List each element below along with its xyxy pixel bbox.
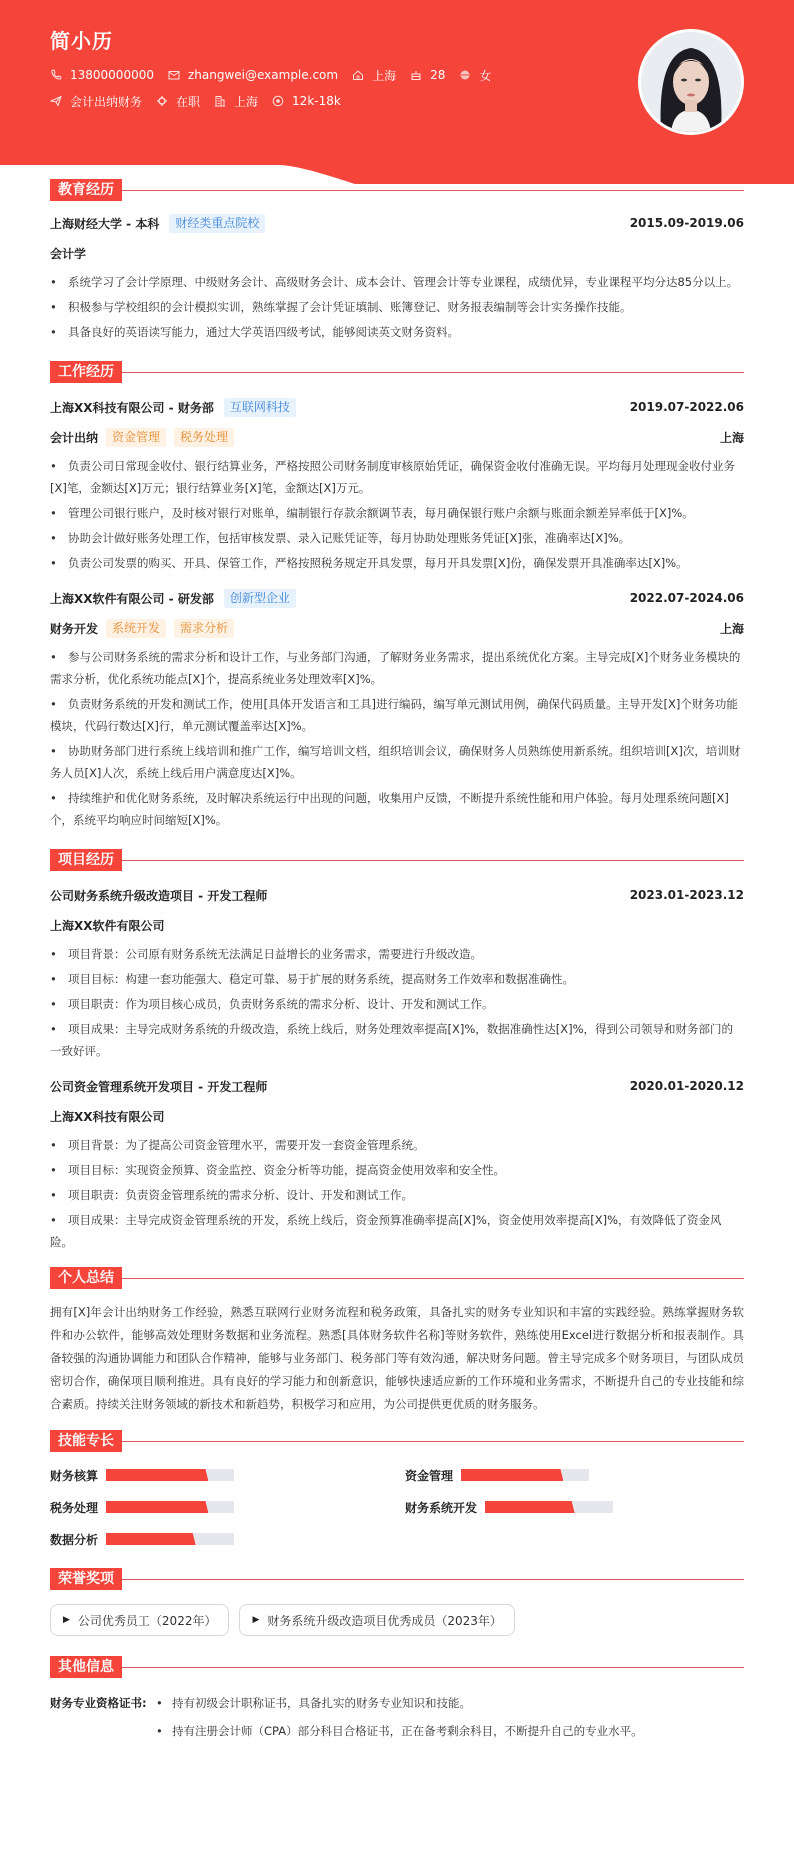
work-bullets <box>50 455 744 574</box>
avatar <box>638 29 744 135</box>
skills-grid <box>50 1466 744 1548</box>
profile-photo <box>641 32 741 132</box>
list-item: • 项目目标：构建一套功能强大、稳定可靠、易于扩展的财务系统，提高财务工作效率和数据准确性。 <box>50 972 574 986</box>
role-tag: 系统开发 <box>106 619 166 638</box>
phone-icon <box>50 69 62 81</box>
mail-icon <box>168 69 180 81</box>
skill-item: 财务核算 <box>50 1466 405 1484</box>
resume-header <box>0 0 794 184</box>
list-item: • 项目职责：作为项目核心成员，负责财务系统的需求分析、设计、开发和测试工作。 <box>50 997 494 1011</box>
list-item: • 积极参与学校组织的会计模拟实训，熟练掌握了会计凭证填制、账簿登记、财务报表编制等会计实务操作技能。 <box>50 300 632 314</box>
skill-bar-fill <box>485 1501 575 1513</box>
contact-gender: 女 <box>459 67 491 84</box>
work-location: 上海 <box>719 430 744 445</box>
section-divider <box>122 1441 744 1442</box>
section-divider <box>122 1667 744 1668</box>
role-title: 会计出纳 <box>50 430 99 445</box>
list-item: • 项目成果：主导完成资金管理系统的开发，系统上线后，资金预算准确率提高[X]%，资金使用效率提高[X]%，有效降低了资金风险。 <box>50 1213 722 1249</box>
building-icon <box>214 95 226 107</box>
status-icon <box>156 95 168 107</box>
skill-bar-fill <box>461 1469 563 1481</box>
list-item: • 具备良好的英语读写能力，通过大学英语四级考试，能够阅读英文财务资料。 <box>50 325 459 339</box>
section-projects <box>50 849 744 1253</box>
skill-bar <box>485 1501 613 1513</box>
skill-bar-fill <box>106 1501 208 1513</box>
role-tag: 资金管理 <box>106 428 166 447</box>
project-header <box>50 885 744 905</box>
section-title: 项目经历 <box>50 849 744 871</box>
section-title: 个人总结 <box>50 1267 744 1289</box>
contact-age: 28 <box>410 68 445 82</box>
project-bullets <box>50 943 744 1062</box>
role-row <box>50 427 744 447</box>
skill-bar <box>106 1533 234 1545</box>
skill-bar-fill <box>106 1533 196 1545</box>
section-divider <box>122 1579 744 1580</box>
section-work <box>50 361 744 831</box>
project-bullets <box>50 1134 744 1253</box>
work-bullets <box>50 646 744 831</box>
candidate-name: 简小历 <box>50 29 113 53</box>
list-item: • 持续维护和优化财务系统，及时解决系统运行中出现的问题，收集用户反馈，不断提升系统性能和用户体验。每月处理系统问题[X]个，系统平均响应时间缩短[X]%。 <box>50 791 729 827</box>
education-date: 2015.09-2019.06 <box>629 216 744 230</box>
list-item: • 协助财务部门进行系统上线培训和推广工作，编写培训文档，组织培训会议，确保财务人员熟练使用新系统。组织培训[X]次，培训财务人员[X]人次，系统上线后用户满意度达[X]%。 <box>50 744 741 780</box>
skill-bar <box>106 1501 234 1513</box>
work-entry-header <box>50 588 744 608</box>
section-title: 教育经历 <box>50 179 744 201</box>
certificates-list <box>150 1692 643 1748</box>
certificates-label: 财务专业资格证书: <box>50 1696 147 1710</box>
company-name: 上海XX软件有限公司 - 研发部 <box>50 591 214 606</box>
section-title: 荣誉奖项 <box>50 1568 744 1590</box>
project-header <box>50 1076 744 1096</box>
list-item: • 参与公司财务系统的需求分析和设计工作，与业务部门沟通，了解财务业务需求，提出系统优化方案。主导完成[X]个财务业务模块的需求分析，优化系统功能点[X]个，提高系统业务处理效率[X]%。 <box>50 650 741 686</box>
salary-icon <box>272 95 284 107</box>
work-entry <box>50 397 744 574</box>
project-company: 上海XX软件有限公司 <box>50 918 165 933</box>
list-item: • 系统学习了会计学原理、中级财务会计、高级财务会计、成本会计、管理会计等专业课程，成绩优异，专业课程平均分达85分以上。 <box>50 275 739 289</box>
section-title: 技能专长 <box>50 1430 744 1452</box>
list-item: • 管理公司银行账户，及时核对银行对账单，编制银行存款余额调节表，每月确保银行账户余额与账面余额差异率低于[X]%。 <box>50 506 694 520</box>
skill-bar-fill <box>106 1469 208 1481</box>
project-date: 2023.01-2023.12 <box>629 888 744 902</box>
section-other <box>50 1656 744 1748</box>
project-entry <box>50 1076 744 1253</box>
contact-city: 上海 <box>352 67 396 84</box>
awards-list <box>50 1604 744 1636</box>
award-item: ▶ 财务系统升级改造项目优秀成员（2023年） <box>239 1604 514 1636</box>
project-date: 2020.01-2020.12 <box>629 1079 744 1093</box>
section-skills <box>50 1430 744 1548</box>
education-entry-header <box>50 213 744 233</box>
project-name: 公司资金管理系统开发项目 - 开发工程师 <box>50 1079 268 1094</box>
section-divider <box>122 1278 744 1279</box>
list-item: • 持有注册会计师（CPA）部分科目合格证书，正在备考剩余科目，不断提升自己的专业水平。 <box>156 1724 643 1738</box>
industry-tag: 创新型企业 <box>224 589 296 608</box>
section-title: 其他信息 <box>50 1656 744 1678</box>
summary-text: 拥有[X]年会计出纳财务工作经验，熟悉互联网行业财务流程和税务政策，具备扎实的财务专业知识和丰富的实践经验。熟练掌握财务软件和办公软件，能够高效处理财务数据和业务流程。熟悉[具体财务软件名称]等财务软件，熟练使用Excel进行数据分析和报表制作。具备较强的沟通协调能力和团队合作精神，能够与业务部门、税务部门等有效沟通，解决财务问题。曾主导完成多个财务项目，与团队成员密切合作，确保项目顺利推进。具有良好的学习能力和创新意识，能够快速适应新的工作环境和业务需求，不断提升自己的专业技能和综合素质。持续关注财务领域的新技术和新趋势，积极学习和应用，为公司提供更优质的财务服务。 <box>50 1305 744 1411</box>
role-tag: 需求分析 <box>174 619 234 638</box>
job-intent-row <box>50 92 505 110</box>
section-title: 工作经历 <box>50 361 744 383</box>
list-item: • 项目职责：负责资金管理系统的需求分析、设计、开发和测试工作。 <box>50 1188 413 1202</box>
contact-email: zhangwei@example.com <box>168 68 338 82</box>
certificates <box>50 1692 744 1748</box>
major: 会计学 <box>50 246 87 261</box>
skill-item: 税务处理 <box>50 1498 405 1516</box>
role-row <box>50 618 744 638</box>
school-tag: 财经类重点院校 <box>169 214 265 233</box>
industry-tag: 互联网科技 <box>224 398 296 417</box>
work-date: 2019.07-2022.06 <box>629 400 744 414</box>
triangle-icon: ▶ <box>63 1615 70 1625</box>
home-icon <box>352 69 364 81</box>
section-divider <box>122 860 744 861</box>
role-tag: 税务处理 <box>174 428 234 447</box>
school-name: 上海财经大学 - 本科 <box>50 216 160 231</box>
work-location: 上海 <box>719 621 744 636</box>
list-item: • 负责财务系统的开发和测试工作，使用[具体开发语言和工具]进行编码，编写单元测试用例，确保代码质量。主导开发[X]个财务功能模块，代码行数达[X]行，单元测试覆盖率达[X]%。 <box>50 697 738 733</box>
section-divider <box>122 372 744 373</box>
skill-bar <box>106 1469 234 1481</box>
list-item: • 负责公司发票的购买、开具、保管工作，严格按照税务规定开具发票，每月开具发票[X]份，确保发票开具准确率达[X]%。 <box>50 556 688 570</box>
list-item: • 项目成果：主导完成财务系统的升级改造，系统上线后，财务处理效率提高[X]%，数据准确性达[X]%，得到公司领导和财务部门的一致好评。 <box>50 1022 734 1058</box>
list-item: • 持有初级会计职称证书，具备扎实的财务专业知识和技能。 <box>156 1696 471 1710</box>
skill-item: 财务系统开发 <box>405 1498 705 1516</box>
work-entry <box>50 588 744 831</box>
job-intent-salary: 12k-18k <box>272 94 341 108</box>
project-entry <box>50 885 744 1062</box>
company-name: 上海XX科技有限公司 - 财务部 <box>50 400 214 415</box>
list-item: • 负责公司日常现金收付、银行结算业务，严格按照公司财务制度审核原始凭证，确保资金收付准确无误。平均每月处理现金收付业务[X]笔，金额达[X]万元；银行结算业务[X]笔，金额达[X]万元。 <box>50 459 735 495</box>
gender-icon <box>459 69 471 81</box>
skill-item: 数据分析 <box>50 1530 405 1548</box>
list-item: • 项目背景：为了提高公司资金管理水平，需要开发一套资金管理系统。 <box>50 1138 425 1152</box>
contact-row <box>50 66 505 84</box>
job-intent-position: 会计出纳财务 <box>50 93 142 110</box>
list-item: • 项目背景：公司原有财务系统无法满足日益增长的业务需求，需要进行升级改造。 <box>50 947 482 961</box>
list-item: • 项目目标：实现资金预算、资金监控、资金分析等功能，提高资金使用效率和安全性。 <box>50 1163 505 1177</box>
job-intent-status: 在职 <box>156 93 200 110</box>
section-education <box>50 179 744 343</box>
section-divider <box>122 190 744 191</box>
triangle-icon: ▶ <box>252 1615 260 1625</box>
skill-bar <box>461 1469 589 1481</box>
project-name: 公司财务系统升级改造项目 - 开发工程师 <box>50 888 268 903</box>
education-bullets <box>50 271 744 343</box>
role-title: 财务开发 <box>50 621 99 636</box>
skill-item: 资金管理 <box>405 1466 705 1484</box>
work-entry-header <box>50 397 744 417</box>
contact-phone: 13800000000 <box>50 68 154 82</box>
job-intent-city: 上海 <box>214 93 258 110</box>
list-item: • 协助会计做好账务处理工作，包括审核发票、录入记账凭证等，每月协助处理账务凭证[X]张，准确率达[X]%。 <box>50 531 631 545</box>
send-icon <box>50 95 62 107</box>
work-date: 2022.07-2024.06 <box>629 591 744 605</box>
project-company: 上海XX科技有限公司 <box>50 1109 165 1124</box>
resume-body <box>0 179 794 1778</box>
section-summary <box>50 1267 744 1416</box>
award-item: ▶ 公司优秀员工（2022年） <box>50 1604 229 1636</box>
section-awards <box>50 1568 744 1636</box>
cake-icon <box>410 69 422 81</box>
